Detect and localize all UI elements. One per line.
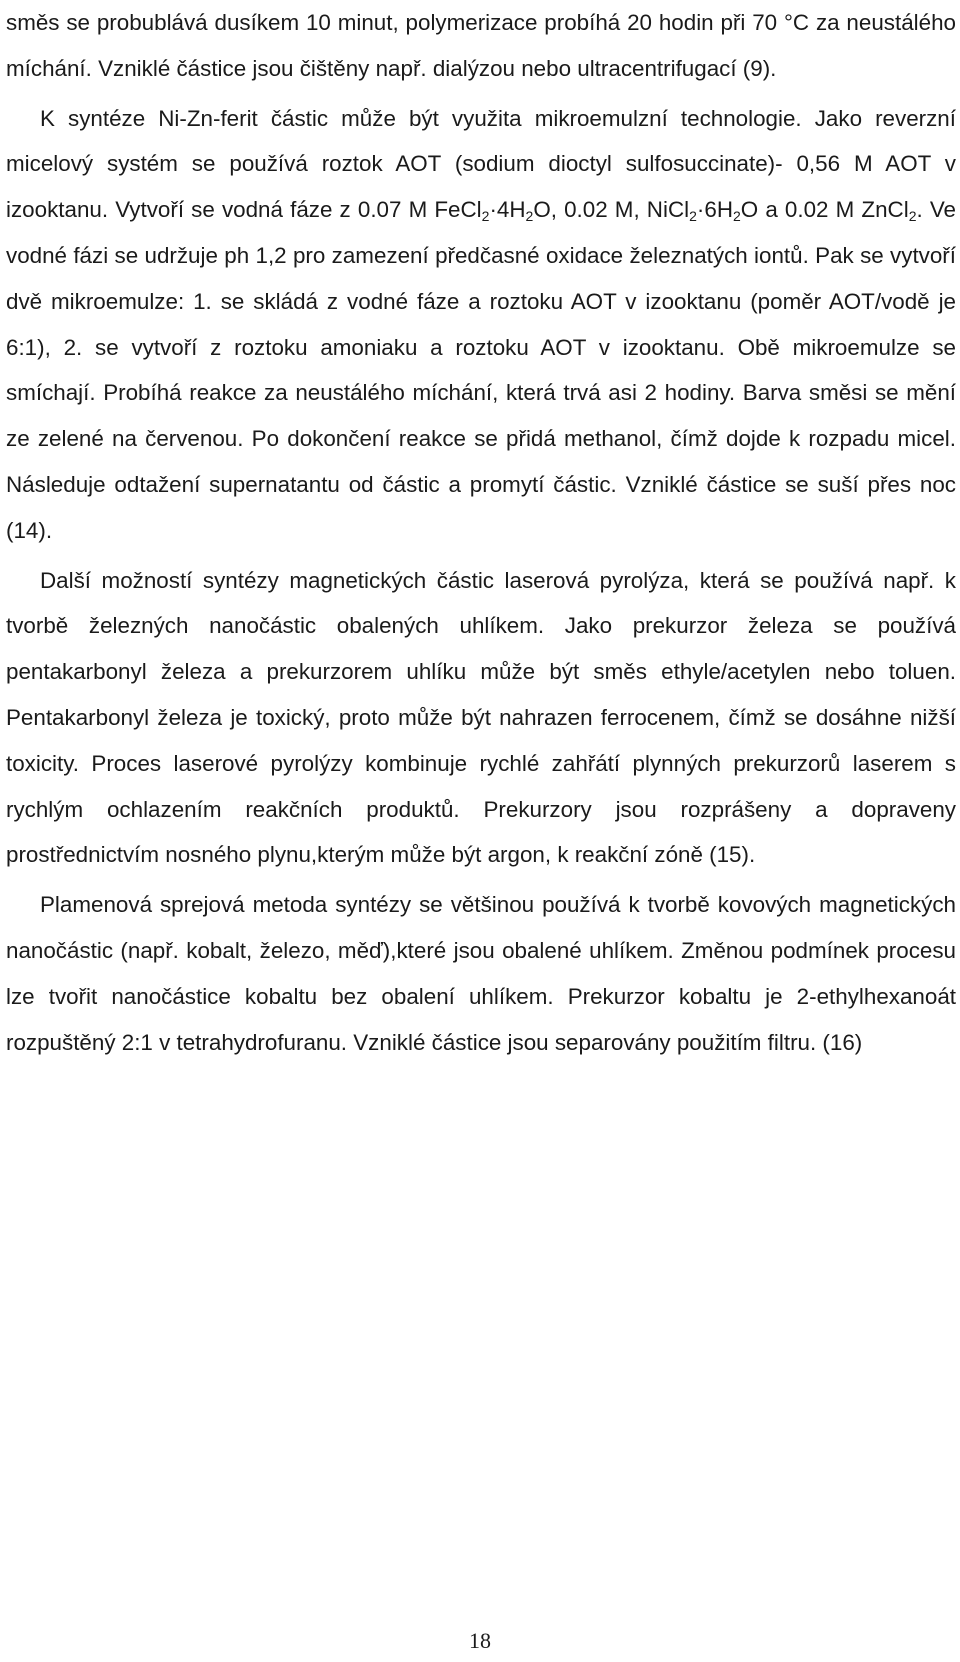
paragraph-continuation [6, 0, 956, 92]
subscript: 2 [908, 208, 917, 225]
paragraph-mikroemulze [6, 96, 956, 554]
formula-text: O a 0.02 M ZnCl [740, 197, 909, 223]
paragraph-text: Plamenová sprejová metoda syntézy se většinou používá k tvorbě kovových magnetických nanočástic (např. kobalt, železo, měď),které jsou obalené uhlíkem. Změnou podmínek procesu lze tvořit nanočástice kobaltu bez obalení uhlíkem. Prekurzor kobaltu je 2-ethylhexanoát rozpuštěný 2:1 v tetrahydrofuranu. Vzniklé částice jsou separovány použitím filtru. (16) [6, 892, 956, 1055]
paragraph-text: směs se probublává dusíkem 10 minut, polymerizace probíhá 20 hodin při 70 °C za neustálého míchání. Vzniklé částice jsou čištěny např. dialýzou nebo ultracentrifugací (9). [6, 10, 956, 81]
subscript: 2 [481, 208, 490, 225]
paragraph-laserova-pyrolyza [6, 558, 956, 879]
body-text [6, 0, 956, 1069]
formula-text: ·4H [489, 197, 526, 223]
paragraph-text: K syntéze Ni-Zn-ferit částic může být využita mikroemulzní technologie. Jako reverzní micelový systém se používá roztok AOT (sodium dioctyl sulfosuccinate)- 0,56 M AOT v izooktanu. Vytvoří se vodná fáze z 0.07 M FeCl [6, 105, 956, 223]
paragraph-plamenova-metoda [6, 882, 956, 1065]
formula-text: ·6H [696, 197, 733, 223]
subscript: 2 [525, 208, 534, 225]
paragraph-text: . Ve vodné fázi se udržuje ph 1,2 pro zamezení předčasné oxidace železnatých iontů. Pak se vytvoří dvě mikroemulze: 1. se skládá z vodné fáze a roztoku AOT v izooktanu (poměr AOT/vodě je 6:1), 2. se vytvoří z roztoku amoniaku a roztoku AOT v izooktanu. Obě mikroemulze se smíchají. Probíhá reakce za neustálého míchání, která trvá asi 2 hodiny. Barva směsi se mění ze zelené na červenou. Po dokončení reakce se přidá methanol, čímž dojde k rozpadu micel. Následuje odtažení supernatantu od částic a promytí částic. Vzniklé částice se suší přes noc (14). [6, 197, 957, 543]
subscript: 2 [733, 208, 741, 225]
formula-text: O, 0.02 M, NiCl [533, 197, 690, 223]
page-number: 18 [469, 1628, 491, 1653]
subscript: 2 [689, 208, 697, 225]
paragraph-text: Další možností syntézy magnetických částic laserová pyrolýza, která se používá např. k tvorbě železných nanočástic obalených uhlíkem. Jako prekurzor železa se používá pentakarbonyl železa a prekurzorem uhlíku může být směs ethyle/acetylen nebo toluen. Pentakarbonyl železa je toxický, proto může být nahrazen ferrocenem, čímž se dosáhne nižší toxicity. Proces laserové pyrolýzy kombinuje rychlé zahřátí plynných prekurzorů laserem s rychlým ochlazením reakčních produktů. Prekurzory jsou rozprášeny a dopraveny prostřednictvím nosného plynu,kterým může být argon, k reakční zóně (15). [6, 567, 956, 868]
